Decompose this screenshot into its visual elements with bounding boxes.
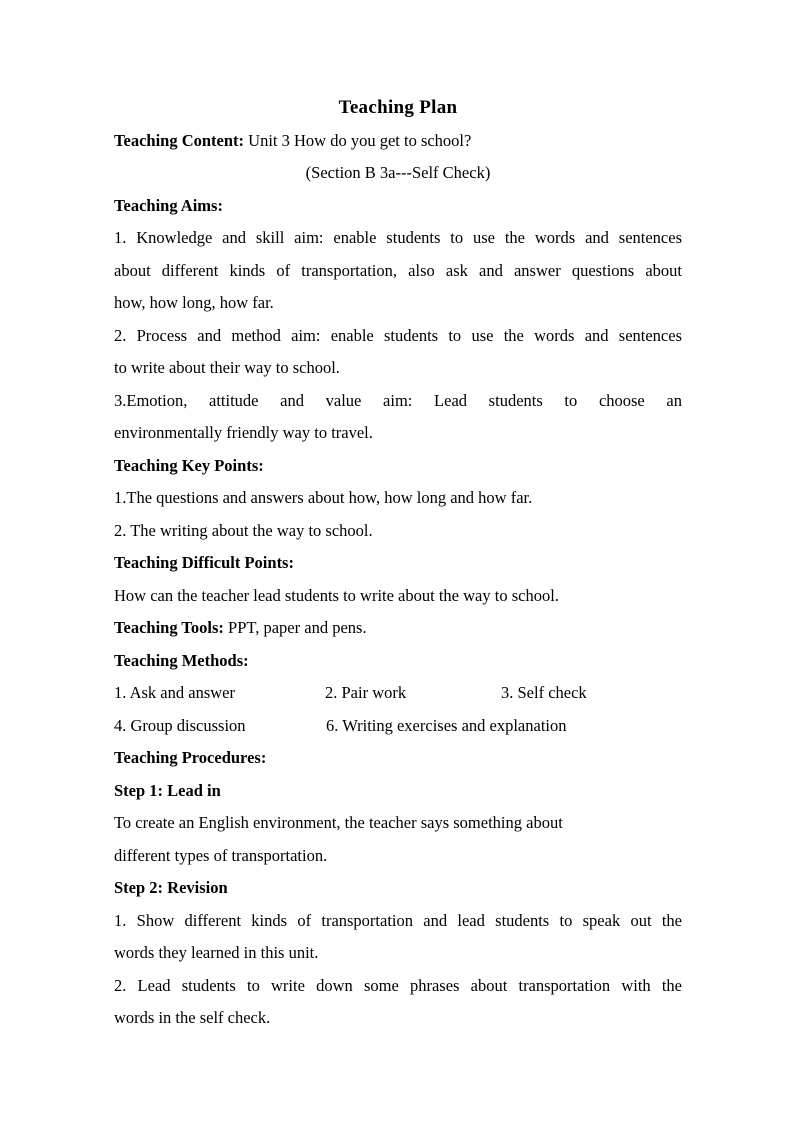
methods-row-2 [114, 710, 682, 743]
aims-line-3: how, how long, how far. [114, 293, 274, 312]
aims-line-2: about different kinds of transportation, also ask and answer questions about [114, 260, 682, 280]
document-title: Teaching Plan [338, 97, 458, 118]
key-point-1: 1.The questions and answers about how, how long and how far. [114, 488, 533, 507]
method-group-discussion: 4. Group discussion [114, 715, 246, 735]
teaching-content-line [114, 125, 682, 158]
aims-line-4: 2. Process and method aim: enable students to use the words and sentences [114, 325, 682, 345]
key-point-2: 2. The writing about the way to school. [114, 520, 373, 540]
teaching-procedures-heading: Teaching Procedures: [114, 748, 267, 767]
step-1-line-2: different types of transportation. [114, 845, 328, 865]
step-2-line-3: 2. Lead students to write down some phrases about transportation with the [114, 975, 682, 995]
step-2-line-1: 1. Show different kinds of transportation and lead students to speak out the [114, 910, 682, 930]
teaching-methods-heading: Teaching Methods: [114, 650, 249, 670]
aims-line-5: to write about their way to school. [114, 358, 340, 377]
method-self-check: 3. Self check [501, 683, 587, 702]
teaching-content-text: Unit 3 How do you get to school? [248, 130, 472, 150]
difficult-points-heading: Teaching Difficult Points: [114, 553, 294, 572]
step-2-line-2: words they learned in this unit. [114, 943, 319, 962]
aims-line-1: 1. Knowledge and skill aim: enable students to use the words and sentences [114, 228, 682, 247]
difficult-points-text: How can the teacher lead students to write about the way to school. [114, 585, 559, 605]
teaching-tools-line [114, 612, 682, 645]
method-ask-and-answer: 1. Ask and answer [114, 683, 235, 702]
methods-row-1 [114, 677, 682, 710]
aims-line-6: 3.Emotion, attitude and value aim: Lead students to choose an [114, 390, 682, 410]
step-1-line-1: To create an English environment, the teacher says something about [114, 813, 563, 832]
step-1-heading: Step 1: Lead in [114, 780, 221, 800]
teaching-tools-text: PPT, paper and pens. [228, 618, 367, 637]
teaching-aims-heading: Teaching Aims: [114, 195, 223, 215]
teaching-tools-label: Teaching Tools: [114, 618, 224, 637]
step-2-heading: Step 2: Revision [114, 878, 228, 897]
method-pair-work: 2. Pair work [325, 683, 407, 702]
teaching-content-label: Teaching Content: [114, 130, 245, 150]
key-points-heading: Teaching Key Points: [114, 455, 264, 475]
aims-line-7: environmentally friendly way to travel. [114, 423, 373, 442]
method-writing-exercises: 6. Writing exercises and explanation [326, 715, 567, 735]
document-page [114, 92, 682, 1035]
teaching-content-section: (Section B 3a---Self Check) [305, 163, 491, 182]
step-2-line-4: words in the self check. [114, 1008, 271, 1027]
